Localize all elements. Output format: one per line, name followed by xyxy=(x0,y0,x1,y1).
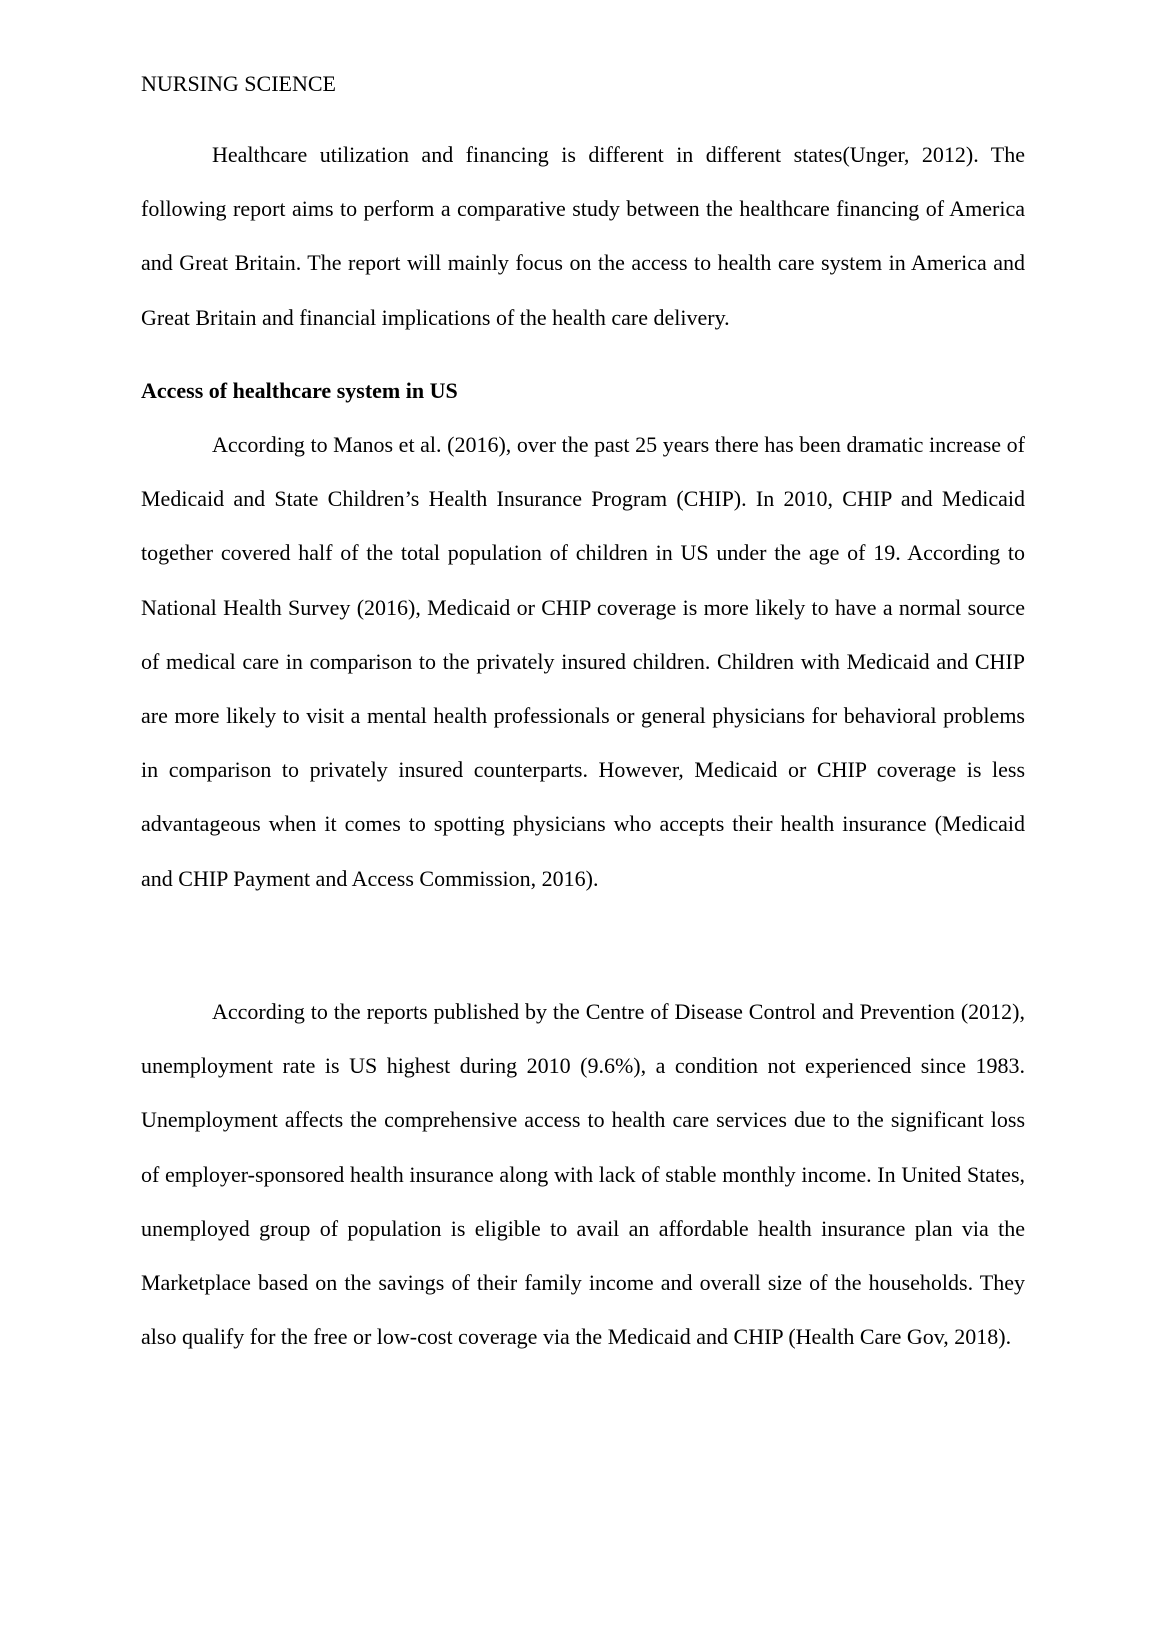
body-paragraph: According to Manos et al. (2016), over the past 25 years there has been dramatic increase of Medicaid and State Children’s Health Insurance Program (CHIP). In 2010, CHIP and Medicaid together covered half of the total population of children in US under the age of 19. According to National Health Survey (2016), Medicaid or CHIP coverage is more likely to have a normal source of medical care in comparison to the privately insured children. Children with Medicaid and CHIP are more likely to visit a mental health professionals or general physicians for behavioral problems in comparison to privately insured counterparts. However, Medicaid or CHIP coverage is less advantageous when it comes to spotting physicians who accepts their health insurance (Medicaid and CHIP Payment and Access Commission, 2016). xyxy=(141,432,1025,891)
intro-paragraph: Healthcare utilization and financing is different in different states(Unger, 2012). The following report aims to perform a comparative study between the healthcare financing of America and Great Britain. The report will mainly focus on the access to health care system in America and Great Britain and financial implications of the health care delivery. xyxy=(141,142,1025,330)
section-heading: Access of healthcare system in US xyxy=(141,378,458,403)
running-head: NURSING SCIENCE xyxy=(141,71,336,96)
body-paragraph: According to the reports published by the Centre of Disease Control and Prevention (2012), unemployment rate is US highest during 2010 (9.6%), a condition not experienced since 1983. Unemployment affects the comprehensive access to health care services due to the significant loss of employer-sponsored health insurance along with lack of stable monthly income. In United States, unemployed group of population is eligible to avail an affordable health insurance plan via the Marketplace based on the savings of their family income and overall size of the households. They also qualify for the free or low-cost coverage via the Medicaid and CHIP (Health Care Gov, 2018). xyxy=(141,999,1025,1350)
